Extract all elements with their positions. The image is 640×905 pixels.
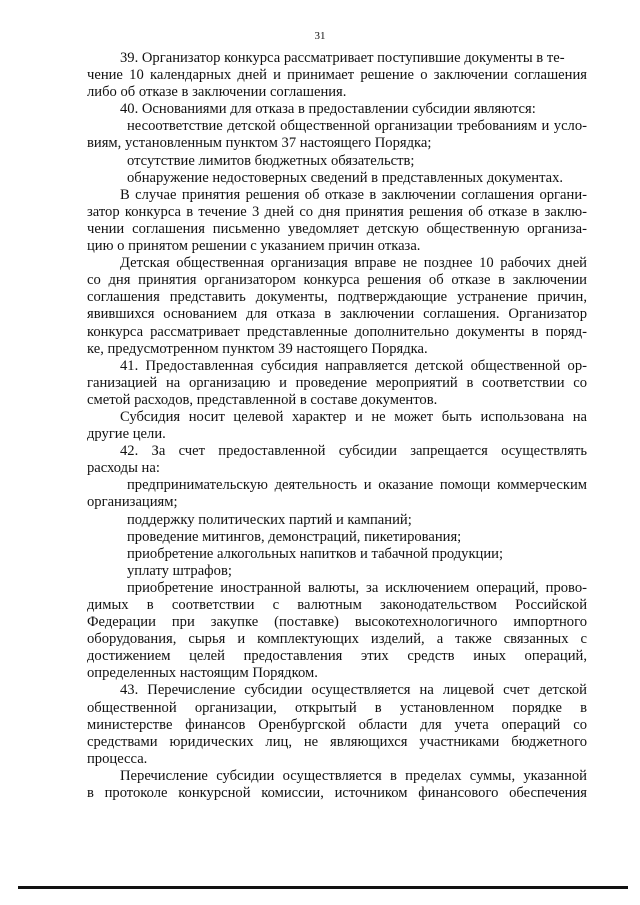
text-line: отсутствие лимитов бюджетных обязательств; xyxy=(127,152,415,169)
text-line: виям, установленным пунктом 37 настоящего Порядка; xyxy=(87,135,432,152)
text-line: со дня принятия организатором конкурса решения об отказе в заключении xyxy=(87,272,587,289)
text-line: 42. За счет предоставленной субсидии запрещается осуществлять xyxy=(120,443,587,460)
page-number: 31 xyxy=(314,30,326,42)
document-body xyxy=(87,50,587,802)
text-line: 41. Предоставленная субсидия направляется детской общественной ор- xyxy=(120,357,587,374)
text-line: 40. Основаниями для отказа в предоставлении субсидии являются: xyxy=(120,101,536,118)
text-line: в протоколе конкурсной комиссии, источником финансового обеспечения xyxy=(87,785,587,802)
bottom-border-rule xyxy=(18,886,628,889)
text-line: организациям; xyxy=(87,494,178,511)
text-line: сметой расходов, представленной в составе документов. xyxy=(87,391,438,408)
text-line: Детская общественная организация вправе не позднее 10 рабочих дней xyxy=(120,255,587,272)
text-line: приобретение иностранной валюты, за исключением операций, прово- xyxy=(127,579,587,596)
text-line: общественной организации, открытый в установленном порядке в xyxy=(87,699,587,716)
text-line: В случае принятия решения об отказе в заключении соглашения органи- xyxy=(120,186,587,203)
text-line: ке, предусмотренном пунктом 39 настоящего Порядка. xyxy=(87,340,428,357)
text-line: цию о принятом решении с указанием причин отказа. xyxy=(87,238,421,255)
text-line: предпринимательскую деятельность и оказание помощи коммерческим xyxy=(127,477,587,494)
text-line: ганизацией на организацию и проведение мероприятий в соответствии со xyxy=(87,374,587,391)
text-line: соглашения представить документы, подтверждающие устранение причин, xyxy=(87,289,587,306)
text-line: Перечисление субсидии осуществляется в пределах суммы, указанной xyxy=(120,767,587,784)
text-line: определенных настоящим Порядком. xyxy=(87,665,318,682)
text-line: Субсидия носит целевой характер и не может быть использована на xyxy=(120,408,587,425)
text-line: Федерации при закупке (поставке) высокотехнологичного импортного xyxy=(87,614,587,631)
text-line: димых в соответствии с валютным законодательством Российской xyxy=(87,597,587,613)
text-line: конкурса рассматривает представленные дополнительно документы в поряд- xyxy=(87,323,587,340)
text-line: чение 10 календарных дней и принимает решение о заключении соглашения xyxy=(87,67,587,84)
text-line: оборудования, сырья и комплектующих изделий, а также связанных с xyxy=(87,631,587,648)
text-line: уплату штрафов; xyxy=(127,562,232,579)
text-line: затор конкурса в течение 3 дней со дня принятия решения об отказе в заклю- xyxy=(87,203,587,220)
text-line: несоответствие детской общественной организации требованиям и усло- xyxy=(127,118,587,135)
text-line: поддержку политических партий и кампаний; xyxy=(127,511,412,528)
text-line: чении соглашения письменно уведомляет детскую общественную организа- xyxy=(87,220,587,237)
text-line: явившихся основанием для отказа в заключении соглашения. Организатор xyxy=(87,306,587,323)
text-line: 39. Организатор конкурса рассматривает поступившие документы в те- xyxy=(120,50,565,66)
text-line: средствами юридических лиц, не являющихся участниками бюджетного xyxy=(87,733,587,750)
text-line: расходы на: xyxy=(87,460,160,477)
text-line: достижением целей предоставления этих средств иных операций, xyxy=(87,648,587,665)
text-line: другие цели. xyxy=(87,426,166,443)
text-line: либо об отказе в заключении соглашения. xyxy=(87,84,347,101)
text-line: министерстве финансов Оренбургской области для учета операций со xyxy=(87,716,587,733)
text-line: обнаружение недостоверных сведений в представленных документах. xyxy=(127,169,564,186)
text-line: проведение митингов, демонстраций, пикетирования; xyxy=(127,528,462,545)
text-line: приобретение алкогольных напитков и табачной продукции; xyxy=(127,545,504,562)
text-line: 43. Перечисление субсидии осуществляется на лицевой счет детской xyxy=(120,682,587,699)
text-line: процесса. xyxy=(87,750,148,767)
